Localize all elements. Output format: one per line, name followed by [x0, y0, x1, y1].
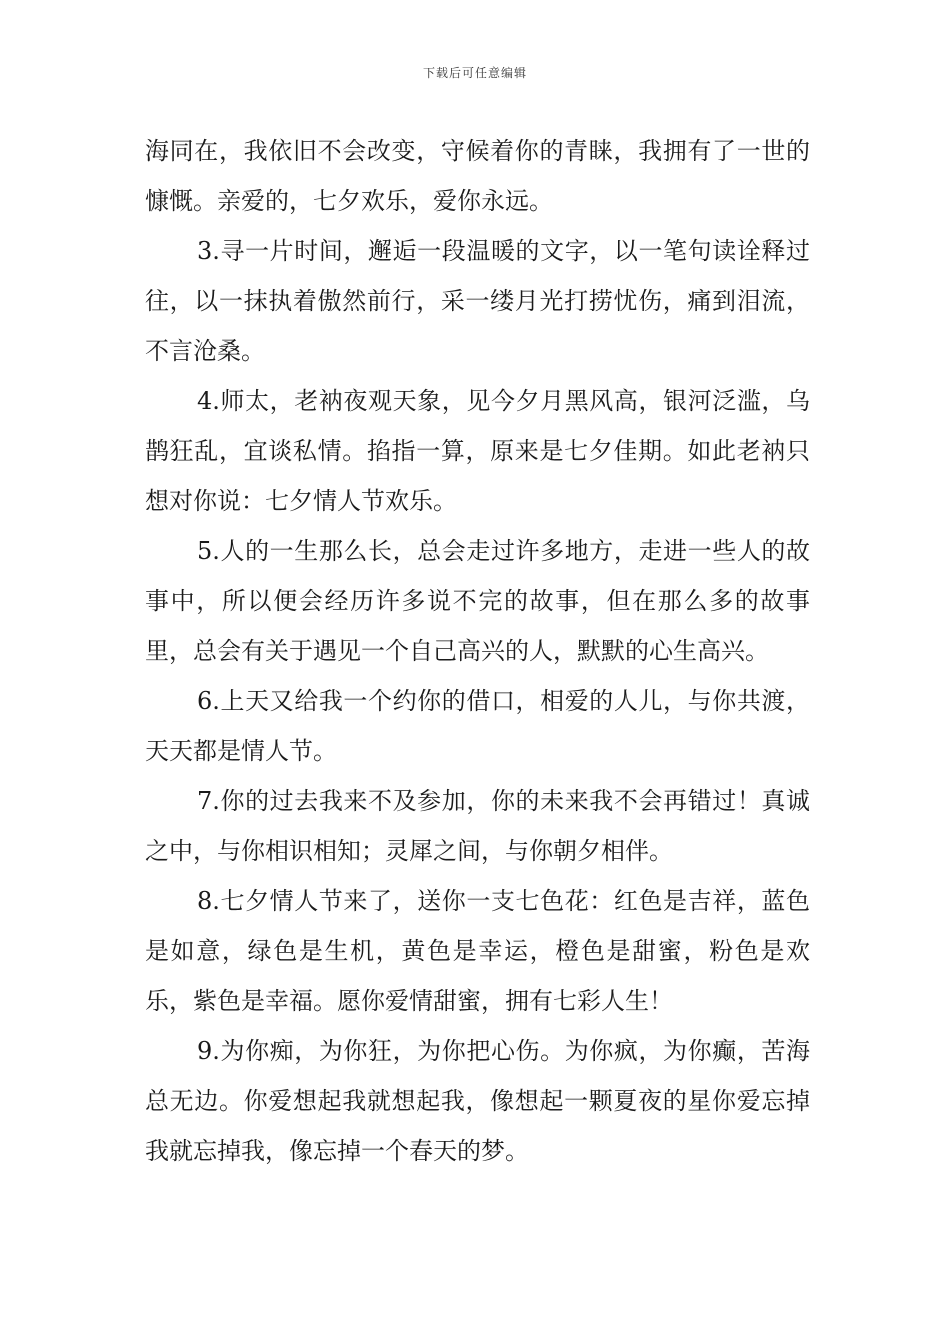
- paragraph-continued: 海同在，我依旧不会改变，守候着你的青睐，我拥有了一世的慷慨。亲爱的，七夕欢乐，爱你永远。: [145, 137, 810, 215]
- page-header: 下载后可任意编辑: [422, 66, 527, 80]
- paragraph-9: 9.为你痴，为你狂，为你把心伤。为你疯，为你癫，苦海总无边。你爱想起我就想起我，像想起一颗夏夜的星你爱忘掉我就忘掉我，像忘掉一个春天的梦。: [145, 1037, 810, 1165]
- paragraph-3: 3.寻一片时间，邂逅一段温暖的文字，以一笔句读诠释过往，以一抹执着傲然前行，采一缕月光打捞忧伤，痛到泪流，不言沧桑。: [145, 237, 810, 365]
- document-body: [145, 126, 810, 1176]
- paragraph-7: 7.你的过去我来不及参加，你的未来我不会再错过！真诚之中，与你相识相知；灵犀之间，与你朝夕相伴。: [145, 787, 810, 865]
- paragraph-8: 8.七夕情人节来了，送你一支七色花：红色是吉祥，蓝色是如意，绿色是生机，黄色是幸运，橙色是甜蜜，粉色是欢乐，紫色是幸福。愿你爱情甜蜜，拥有七彩人生！: [145, 887, 810, 1015]
- paragraph-4: 4.师太，老衲夜观天象，见今夕月黑风高，银河泛滥，乌鹊狂乱，宜谈私情。掐指一算，原来是七夕佳期。如此老衲只想对你说：七夕情人节欢乐。: [145, 387, 810, 515]
- paragraph-5: 5.人的一生那么长，总会走过许多地方，走进一些人的故事中，所以便会经历许多说不完的故事，但在那么多的故事里，总会有关于遇见一个自己高兴的人，默默的心生高兴。: [145, 537, 810, 665]
- paragraph-6: 6.上天又给我一个约你的借口，相爱的人儿，与你共渡，天天都是情人节。: [145, 687, 810, 765]
